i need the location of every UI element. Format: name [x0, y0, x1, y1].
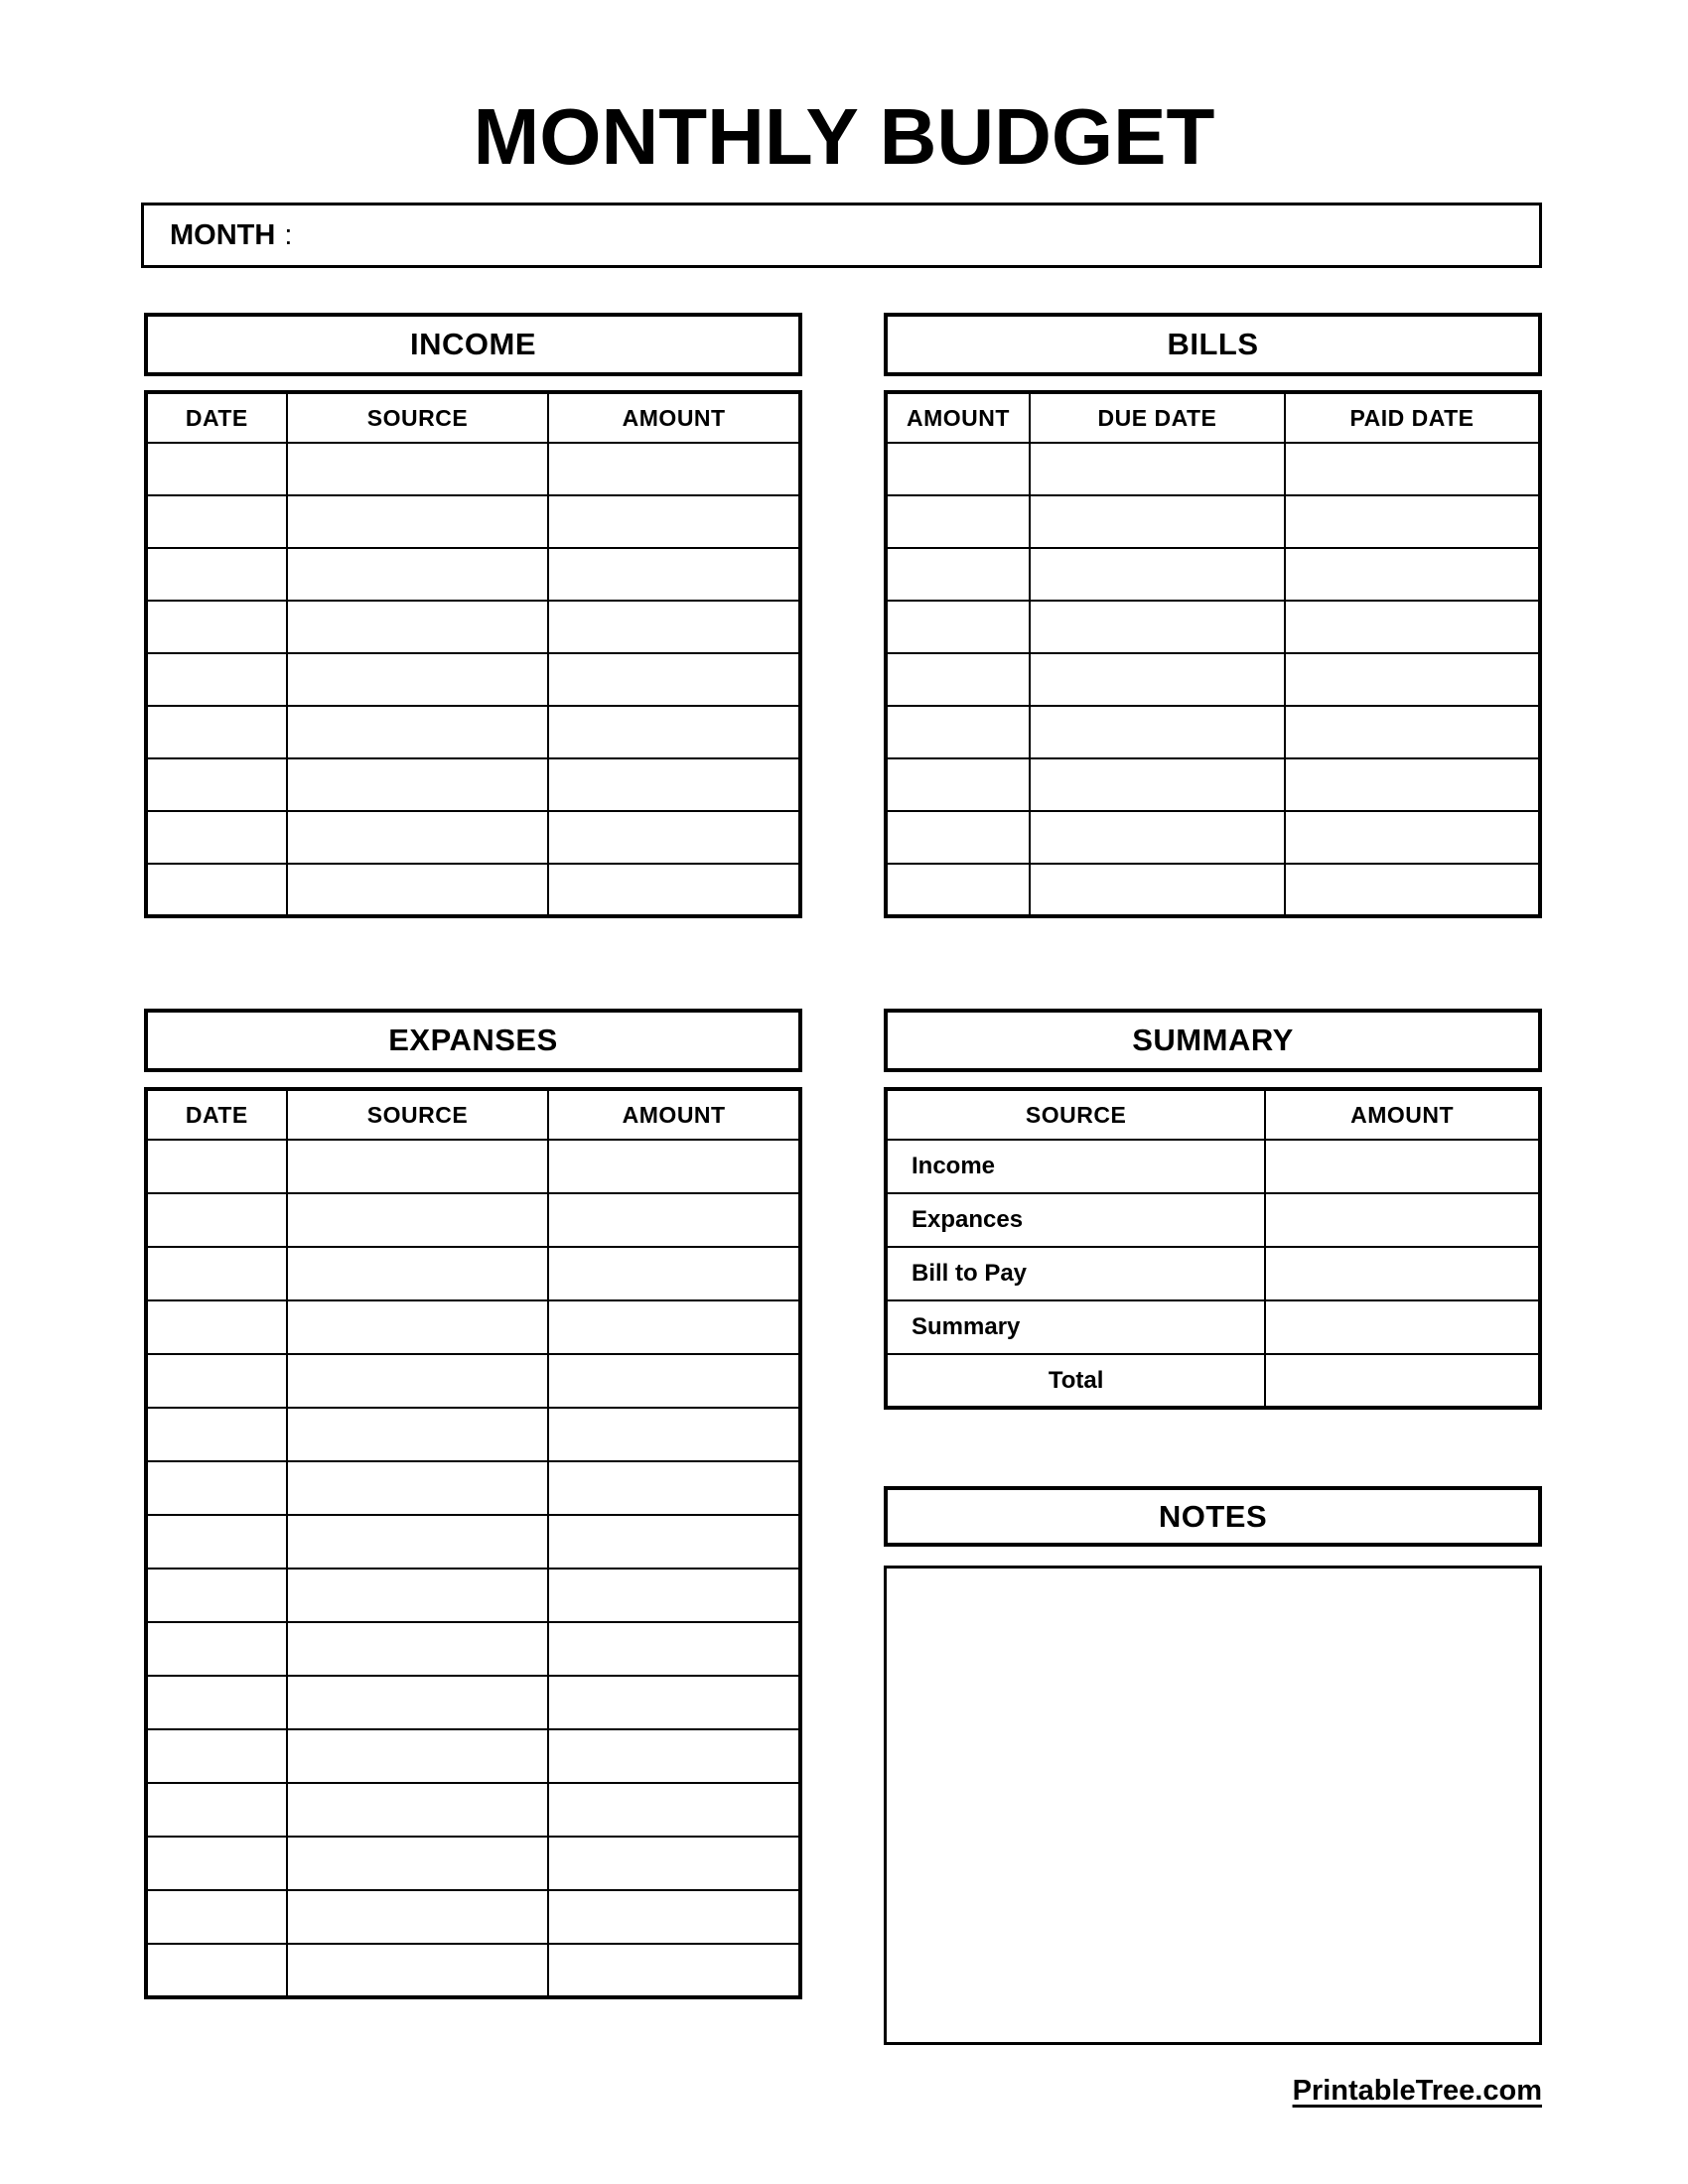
empty-fill-cell[interactable]: [548, 1676, 800, 1729]
table-row: [146, 1676, 800, 1729]
empty-fill-cell[interactable]: [1030, 601, 1285, 653]
empty-fill-cell[interactable]: [287, 1837, 549, 1890]
empty-fill-cell[interactable]: [287, 1783, 549, 1837]
empty-fill-cell[interactable]: [1030, 811, 1285, 864]
header-row: [886, 1089, 1540, 1140]
empty-fill-cell[interactable]: [146, 1676, 287, 1729]
empty-fill-cell[interactable]: [1285, 548, 1540, 601]
table-row: [146, 1729, 800, 1783]
footer-site-link[interactable]: PrintableTree.com: [1292, 2075, 1542, 2107]
table-row: [146, 443, 800, 495]
column-header: DATE: [146, 392, 287, 443]
empty-fill-cell[interactable]: [548, 1783, 800, 1837]
empty-fill-cell[interactable]: [146, 1193, 287, 1247]
table-row: [146, 1247, 800, 1300]
month-label: MONTH: [170, 218, 276, 251]
table-row: [146, 1140, 800, 1193]
table-row: [146, 1515, 800, 1569]
empty-fill-cell[interactable]: [1030, 548, 1285, 601]
empty-fill-cell[interactable]: [1030, 653, 1285, 706]
table-row: [886, 758, 1540, 811]
empty-fill-cell[interactable]: [548, 1622, 800, 1676]
table-row: [886, 811, 1540, 864]
empty-fill-cell[interactable]: [287, 864, 549, 916]
empty-fill-cell[interactable]: [146, 864, 287, 916]
empty-fill-cell[interactable]: [287, 1622, 549, 1676]
empty-fill-cell[interactable]: [548, 495, 800, 548]
table-row: [146, 1837, 800, 1890]
empty-fill-cell[interactable]: [146, 1515, 287, 1569]
empty-fill-cell[interactable]: [886, 706, 1030, 758]
column-header: AMOUNT: [886, 392, 1030, 443]
summary-amount-cell[interactable]: [1265, 1140, 1540, 1193]
empty-fill-cell[interactable]: [287, 758, 549, 811]
table-row: [886, 706, 1540, 758]
column-header: AMOUNT: [1265, 1089, 1540, 1140]
empty-fill-cell[interactable]: [886, 653, 1030, 706]
empty-fill-cell[interactable]: [146, 1140, 287, 1193]
table-row: [146, 706, 800, 758]
table-row: [146, 1890, 800, 1944]
notes-section-title: NOTES: [884, 1486, 1542, 1547]
expanses-section-title: EXPANSES: [144, 1009, 802, 1072]
month-separator: :: [284, 218, 293, 251]
empty-fill-cell[interactable]: [287, 1515, 549, 1569]
empty-fill-cell[interactable]: [548, 864, 800, 916]
table-row: [146, 864, 800, 916]
empty-fill-cell[interactable]: [1285, 864, 1540, 916]
table-row: [146, 601, 800, 653]
income-table: [144, 390, 802, 918]
empty-fill-cell[interactable]: [548, 1140, 800, 1193]
table-row: [146, 1354, 800, 1408]
empty-fill-cell[interactable]: [548, 1890, 800, 1944]
empty-fill-cell[interactable]: [146, 758, 287, 811]
empty-fill-cell[interactable]: [1285, 443, 1540, 495]
month-field[interactable]: [141, 203, 1542, 268]
table-row: [146, 1783, 800, 1837]
empty-fill-cell[interactable]: [287, 1247, 549, 1300]
table-row: [886, 443, 1540, 495]
empty-fill-cell[interactable]: [1285, 811, 1540, 864]
notes-input-area[interactable]: [884, 1566, 1542, 2045]
empty-fill-cell[interactable]: [146, 1944, 287, 1997]
empty-fill-cell[interactable]: [886, 864, 1030, 916]
empty-fill-cell[interactable]: [548, 1408, 800, 1461]
empty-fill-cell[interactable]: [1285, 706, 1540, 758]
summary-source-cell: Total: [886, 1354, 1265, 1408]
empty-fill-cell[interactable]: [146, 811, 287, 864]
table-row: [886, 864, 1540, 916]
empty-fill-cell[interactable]: [886, 443, 1030, 495]
empty-fill-cell[interactable]: [287, 495, 549, 548]
table-row: [146, 495, 800, 548]
summary-amount-cell[interactable]: [1265, 1300, 1540, 1354]
empty-fill-cell[interactable]: [287, 1676, 549, 1729]
empty-fill-cell[interactable]: [146, 1837, 287, 1890]
empty-fill-cell[interactable]: [146, 653, 287, 706]
summary-section-title: SUMMARY: [884, 1009, 1542, 1072]
table-row: [886, 1354, 1540, 1408]
empty-fill-cell[interactable]: [146, 601, 287, 653]
empty-fill-cell[interactable]: [548, 1354, 800, 1408]
expanses-table: [144, 1087, 802, 1999]
empty-fill-cell[interactable]: [1285, 601, 1540, 653]
empty-fill-cell[interactable]: [287, 1729, 549, 1783]
empty-fill-cell[interactable]: [287, 443, 549, 495]
table-row: [146, 1622, 800, 1676]
table-row: [146, 1944, 800, 1997]
empty-fill-cell[interactable]: [146, 1461, 287, 1515]
empty-fill-cell[interactable]: [287, 653, 549, 706]
table-row: [886, 1300, 1540, 1354]
table-row: [886, 653, 1540, 706]
table-row: [146, 548, 800, 601]
empty-fill-cell[interactable]: [287, 1408, 549, 1461]
table-row: [146, 1569, 800, 1622]
empty-fill-cell[interactable]: [287, 1354, 549, 1408]
summary-source-cell: Summary: [886, 1300, 1265, 1354]
empty-fill-cell[interactable]: [146, 1247, 287, 1300]
column-header: DATE: [146, 1089, 287, 1140]
summary-source-cell: Income: [886, 1140, 1265, 1193]
table-row: [146, 1193, 800, 1247]
empty-fill-cell[interactable]: [886, 811, 1030, 864]
empty-fill-cell[interactable]: [548, 1515, 800, 1569]
empty-fill-cell[interactable]: [287, 1569, 549, 1622]
empty-fill-cell[interactable]: [548, 653, 800, 706]
empty-fill-cell[interactable]: [146, 1354, 287, 1408]
empty-fill-cell[interactable]: [146, 1622, 287, 1676]
table-row: [146, 1408, 800, 1461]
empty-fill-cell[interactable]: [548, 443, 800, 495]
table-row: [146, 653, 800, 706]
page-title: MONTHLY BUDGET: [473, 92, 1215, 181]
header-row: [146, 392, 800, 443]
empty-fill-cell[interactable]: [287, 1890, 549, 1944]
empty-fill-cell[interactable]: [548, 1247, 800, 1300]
empty-fill-cell[interactable]: [886, 495, 1030, 548]
empty-fill-cell[interactable]: [548, 758, 800, 811]
empty-fill-cell[interactable]: [548, 601, 800, 653]
empty-fill-cell[interactable]: [548, 1569, 800, 1622]
empty-fill-cell[interactable]: [1285, 495, 1540, 548]
summary-amount-cell[interactable]: [1265, 1354, 1540, 1408]
empty-fill-cell[interactable]: [548, 811, 800, 864]
empty-fill-cell[interactable]: [146, 706, 287, 758]
empty-fill-cell[interactable]: [1030, 443, 1285, 495]
empty-fill-cell[interactable]: [1030, 758, 1285, 811]
empty-fill-cell[interactable]: [146, 1890, 287, 1944]
empty-fill-cell[interactable]: [548, 706, 800, 758]
empty-fill-cell[interactable]: [548, 1461, 800, 1515]
empty-fill-cell[interactable]: [886, 758, 1030, 811]
bills-section-title: BILLS: [884, 313, 1542, 376]
column-header: AMOUNT: [548, 1089, 800, 1140]
table-row: [146, 1461, 800, 1515]
empty-fill-cell[interactable]: [146, 1408, 287, 1461]
empty-fill-cell[interactable]: [886, 601, 1030, 653]
header-row: [146, 1089, 800, 1140]
table-row: [886, 601, 1540, 653]
empty-fill-cell[interactable]: [287, 548, 549, 601]
empty-fill-cell[interactable]: [1285, 758, 1540, 811]
empty-fill-cell[interactable]: [1030, 706, 1285, 758]
summary-amount-cell[interactable]: [1265, 1193, 1540, 1247]
table-row: [886, 495, 1540, 548]
column-header: DUE DATE: [1030, 392, 1285, 443]
table-row: [886, 548, 1540, 601]
empty-fill-cell[interactable]: [146, 443, 287, 495]
empty-fill-cell[interactable]: [548, 1837, 800, 1890]
empty-fill-cell[interactable]: [146, 1300, 287, 1354]
empty-fill-cell[interactable]: [146, 548, 287, 601]
summary-source-cell: Expances: [886, 1193, 1265, 1247]
empty-fill-cell[interactable]: [287, 1193, 549, 1247]
table-row: [146, 811, 800, 864]
month-value-input[interactable]: [304, 205, 1539, 265]
table-row: [146, 1300, 800, 1354]
empty-fill-cell[interactable]: [548, 1300, 800, 1354]
table-row: [886, 1193, 1540, 1247]
income-section-title: INCOME: [144, 313, 802, 376]
column-header: SOURCE: [287, 392, 549, 443]
summary-table: [884, 1087, 1542, 1410]
column-header: SOURCE: [886, 1089, 1265, 1140]
empty-fill-cell[interactable]: [146, 495, 287, 548]
table-row: [886, 1140, 1540, 1193]
empty-fill-cell[interactable]: [287, 1300, 549, 1354]
empty-fill-cell[interactable]: [287, 811, 549, 864]
empty-fill-cell[interactable]: [146, 1729, 287, 1783]
empty-fill-cell[interactable]: [886, 548, 1030, 601]
empty-fill-cell[interactable]: [548, 1944, 800, 1997]
summary-source-cell: Bill to Pay: [886, 1247, 1265, 1300]
column-header: SOURCE: [287, 1089, 549, 1140]
empty-fill-cell[interactable]: [146, 1569, 287, 1622]
column-header: AMOUNT: [548, 392, 800, 443]
table-row: [886, 1247, 1540, 1300]
empty-fill-cell[interactable]: [548, 1193, 800, 1247]
empty-fill-cell[interactable]: [287, 1944, 549, 1997]
summary-amount-cell[interactable]: [1265, 1247, 1540, 1300]
empty-fill-cell[interactable]: [548, 1729, 800, 1783]
header-row: [886, 392, 1540, 443]
empty-fill-cell[interactable]: [287, 601, 549, 653]
empty-fill-cell[interactable]: [548, 548, 800, 601]
empty-fill-cell[interactable]: [287, 1461, 549, 1515]
bills-table: [884, 390, 1542, 918]
empty-fill-cell[interactable]: [146, 1783, 287, 1837]
empty-fill-cell[interactable]: [287, 1140, 549, 1193]
table-row: [146, 758, 800, 811]
empty-fill-cell[interactable]: [1030, 864, 1285, 916]
empty-fill-cell[interactable]: [287, 706, 549, 758]
empty-fill-cell[interactable]: [1030, 495, 1285, 548]
empty-fill-cell[interactable]: [1285, 653, 1540, 706]
column-header: PAID DATE: [1285, 392, 1540, 443]
